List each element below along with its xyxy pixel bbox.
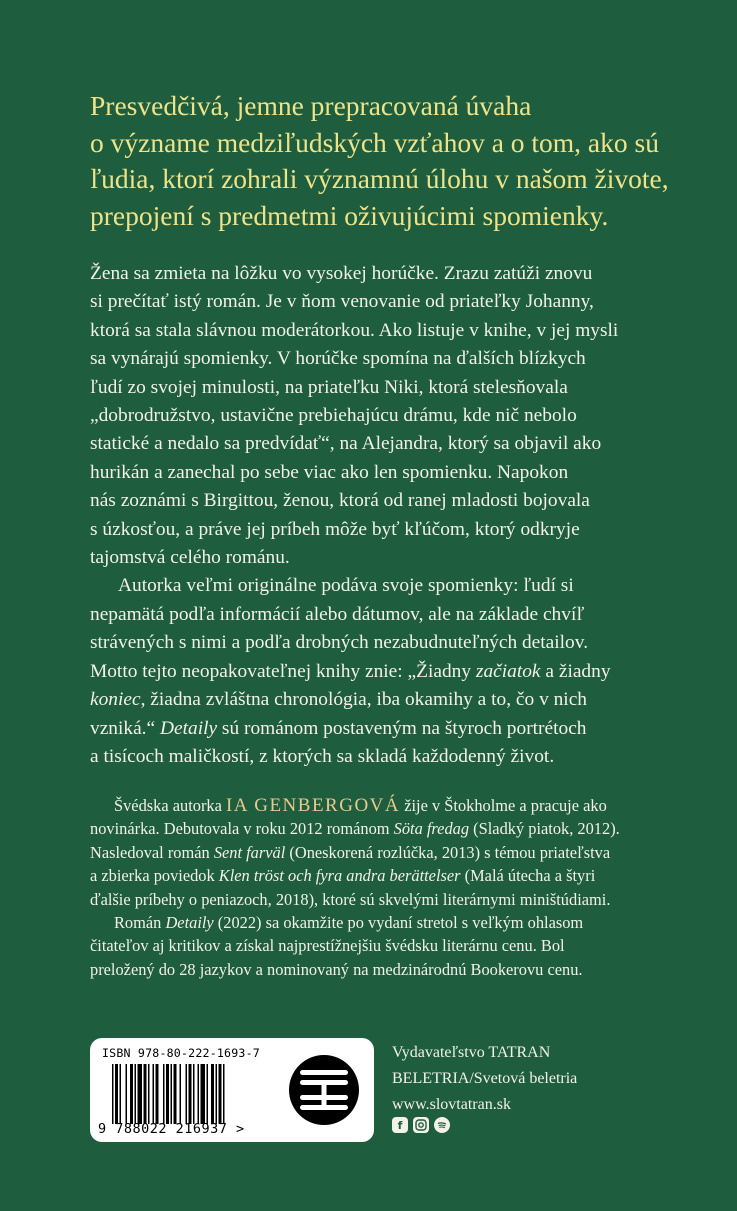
- synopsis-line: ktorá sa stala slávnou moderátorkou. Ako listuje v knihe, v jej mysli: [90, 319, 619, 341]
- text-run: a žiadny: [540, 660, 611, 682]
- barcode-bar: [163, 1064, 165, 1124]
- barcode-bar: [201, 1064, 206, 1124]
- synopsis-line: sa vynárajú spomienky. V horúčke spomína na ďalších blízkych: [90, 348, 586, 370]
- barcode-bar: [166, 1064, 169, 1124]
- lead-line: o význame medziľudských vzťahov a o tom, ako sú: [90, 126, 659, 158]
- synopsis-line: „dobrodružstvo, ustavične prebiehajúcu drámu, kde nič nebolo: [90, 405, 577, 427]
- barcode-bar: [219, 1064, 222, 1124]
- barcode-bars: [112, 1064, 272, 1124]
- synopsis-line: ľudí zo svojej minulosti, na priateľku Niki, ktorá stelesňovala: [90, 376, 568, 398]
- text-run: (Malá útecha a štyri: [460, 866, 596, 886]
- synopsis-line: nepamätá podľa informácií alebo dátumov, ale na základe chvíľ: [90, 603, 585, 625]
- text-run: vzniká.“: [90, 717, 160, 739]
- synopsis-line: nás zoznámi s Birgittou, ženou, ktorá od ranej mladosti bojovala: [90, 490, 590, 512]
- barcode-digits: 9 788022 216937 >: [98, 1121, 245, 1137]
- barcode-bar: [153, 1064, 155, 1124]
- bio-line: [90, 864, 700, 887]
- publisher-website[interactable]: www.slovtatran.sk: [392, 1096, 511, 1113]
- text-run: sú románom postaveným na štyroch portrétoch: [217, 717, 587, 739]
- barcode-bar: [207, 1064, 209, 1124]
- italic-run: Klen tröst och fyra andra berättelser: [218, 866, 461, 886]
- barcode-bar: [156, 1064, 159, 1124]
- italic-run: Detaily: [160, 717, 218, 739]
- barcode-panel: [90, 1038, 374, 1142]
- text-run: , žiadna zvláštna chronológia, iba okamihy a to, čo v nich: [140, 689, 587, 711]
- barcode-bar: [115, 1064, 118, 1124]
- synopsis-line: [90, 686, 690, 714]
- barcode-bar: [174, 1064, 177, 1124]
- instagram-icon[interactable]: [413, 1117, 429, 1133]
- synopsis-line: statické a nedalo sa predvídať“, na Alejandra, ktorý sa objavil ako: [90, 433, 602, 455]
- publisher-name: Vydavateľstvo TATRAN: [392, 1044, 551, 1061]
- bio-line: [90, 794, 700, 817]
- text-run: Motto tejto neopakovateľnej knihy znie: „Žiadny: [90, 660, 476, 682]
- barcode-bar: [223, 1064, 225, 1124]
- tatran-logo: [288, 1054, 360, 1126]
- synopsis-line: si prečítať istý román. Je v ňom venovanie od priateľky Johanny,: [90, 291, 594, 313]
- synopsis-line: [90, 658, 690, 686]
- publisher-info: [392, 1040, 712, 1118]
- synopsis-line: s úzkosťou, a práve jej príbeh môže byť kľúčom, ktorý odkryje: [90, 518, 580, 540]
- synopsis: [90, 260, 690, 771]
- lead-line: prepojení s predmetmi oživujúcimi spomienky.: [90, 199, 609, 231]
- text-run: (Sladký piatok, 2012).: [469, 819, 620, 839]
- barcode-bar: [138, 1064, 143, 1124]
- italic-run: koniec: [90, 689, 141, 711]
- barcode-bar: [180, 1064, 182, 1124]
- bio-line: ďalšie príbehy o peniazoch, 2018), ktoré sú skvelými literárnymi miništúdiami.: [90, 889, 611, 909]
- lead-blurb: [90, 88, 710, 234]
- synopsis-line: [90, 715, 690, 743]
- italic-run: Söta fredag: [393, 819, 470, 839]
- barcode-bar: [130, 1064, 133, 1124]
- barcode-bar: [211, 1064, 214, 1124]
- barcode-bar: [112, 1064, 114, 1124]
- barcode-bar: [120, 1064, 122, 1124]
- synopsis-line: tajomstvá celého románu.: [90, 547, 290, 569]
- text-run: Román: [114, 913, 166, 933]
- facebook-icon[interactable]: f: [392, 1117, 408, 1133]
- synopsis-line: Žena sa zmieta na lôžku vo vysokej horúčke. Zrazu zatúži znovu: [90, 263, 593, 284]
- author-bio: [90, 794, 700, 981]
- synopsis-line: hurikán a zanechal po sebe viac ako len spomienku. Napokon: [90, 461, 569, 483]
- publisher-series: BELETRIA/Svetová beletria: [392, 1070, 578, 1087]
- barcode-bar: [135, 1064, 137, 1124]
- text-run: (2022) sa okamžite po vydaní stretol s veľkým ohlasom: [213, 913, 584, 933]
- italic-run: Sent farväl: [213, 842, 286, 862]
- barcode-bar: [198, 1064, 200, 1124]
- spotify-icon[interactable]: [434, 1117, 450, 1133]
- text-run: (Oneskorená rozlúčka, 2013) s témou priateľstva: [285, 842, 611, 862]
- italic-run: Detaily: [165, 913, 214, 933]
- synopsis-line: a tisícoch maličkostí, z ktorých sa skladá každodenný život.: [90, 745, 555, 767]
- text-run: novinárka. Debutovala v roku 2012 románom: [90, 819, 394, 839]
- bio-line: čitateľov aj kritikov a získal najprestížnejšiu švédsku literárnu cenu. Bol: [90, 936, 565, 956]
- text-run: Švédska autorka: [114, 796, 226, 815]
- text-run: Nasledoval román: [90, 842, 214, 862]
- barcode-bar: [148, 1064, 150, 1124]
- bio-line: [90, 817, 700, 840]
- bio-line: preložený do 28 jazykov a nominovaný na medzinárodnú Bookerovu cenu.: [90, 959, 583, 979]
- barcode-bar: [216, 1064, 218, 1124]
- barcode-bar: [126, 1064, 128, 1124]
- barcode-bar: [171, 1064, 173, 1124]
- lead-line: Presvedčivá, jemne prepracovaná úvaha: [90, 90, 532, 121]
- synopsis-line: strávených s nimi a podľa drobných nezabudnuteľných detailov.: [90, 632, 589, 654]
- isbn-label: ISBN 978-80-222-1693-7: [102, 1046, 260, 1060]
- text-run: a zbierka poviedok: [90, 866, 219, 886]
- synopsis-line: Autorka veľmi originálne podáva svoje spomienky: ľudí si: [118, 575, 574, 597]
- text-run: žije v Štokholme a pracuje ako: [400, 796, 607, 815]
- italic-run: začiatok: [475, 660, 541, 682]
- bio-line: [90, 841, 700, 864]
- social-icons: [392, 1117, 450, 1133]
- barcode-bar: [189, 1064, 192, 1124]
- bio-line: [90, 911, 700, 934]
- barcode-bar: [144, 1064, 147, 1124]
- lead-line: ľudia, ktorí zohrali významnú úlohu v našom živote,: [90, 163, 669, 194]
- barcode-bar: [186, 1064, 188, 1124]
- barcode-bar: [193, 1064, 195, 1124]
- author-name: IA GENBERGOVÁ: [225, 795, 401, 816]
